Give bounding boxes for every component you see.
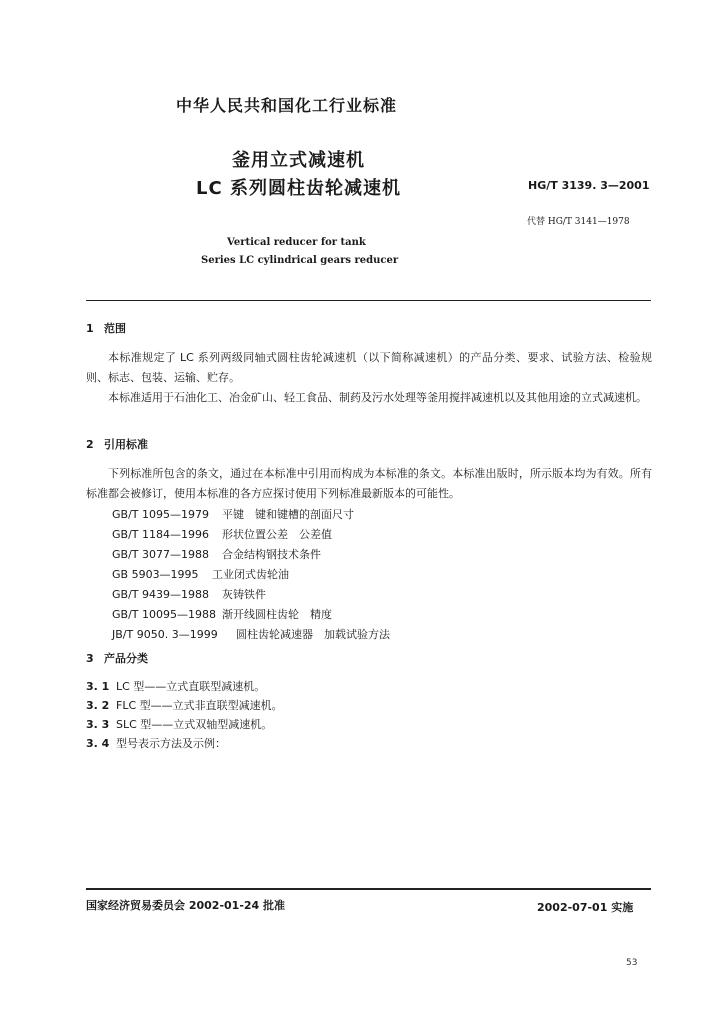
reference-item	[112, 606, 332, 622]
section-2-heading	[86, 436, 148, 452]
reference-code: GB 5903—1995	[112, 568, 199, 581]
document-title-line1: 釜用立式减速机	[232, 150, 365, 171]
reference-item	[112, 526, 332, 542]
classification-item	[86, 697, 283, 713]
footer-divider	[86, 888, 651, 890]
english-title-line1: Vertical reducer for tank	[227, 237, 366, 248]
standard-category-title: 中华人民共和国化工行业标准	[176, 96, 398, 115]
reference-item	[112, 546, 321, 562]
item-number: 3. 1	[86, 680, 110, 693]
item-number: 3. 2	[86, 699, 110, 712]
effective-date: 2002-07-01 实施	[537, 901, 634, 914]
header-divider	[86, 300, 651, 301]
reference-code: GB/T 10095—1988	[112, 608, 216, 621]
document-title-line2: LC 系列圆柱齿轮减速机	[196, 178, 401, 199]
section-title: 产品分类	[104, 652, 148, 665]
english-title-line2: Series LC cylindrical gears reducer	[201, 255, 399, 266]
reference-title: 平键 键和键槽的剖面尺寸	[222, 508, 354, 521]
item-text: 型号表示方法及示例：	[116, 737, 226, 750]
reference-item	[112, 626, 390, 642]
reference-title: 形状位置公差 公差值	[222, 528, 332, 541]
approval-issuer: 国家经济贸易委员会 2002-01-24 批准	[86, 899, 286, 912]
reference-code: JB/T 9050. 3—1999	[112, 628, 218, 641]
reference-title: 合金结构钢技术条件	[222, 548, 321, 561]
classification-item	[86, 716, 272, 732]
section-title: 范围	[104, 322, 126, 335]
reference-code: GB/T 1095—1979	[112, 508, 209, 521]
classification-item	[86, 678, 265, 694]
section-number: 1	[86, 322, 94, 335]
reference-title: 工业闭式齿轮油	[212, 568, 289, 581]
section-1-heading	[86, 320, 126, 336]
item-text: LC 型——立式直联型减速机。	[116, 680, 266, 693]
reference-code: GB/T 9439—1988	[112, 588, 209, 601]
section-number: 2	[86, 438, 94, 451]
reference-code: GB/T 3077—1988	[112, 548, 209, 561]
section-1-paragraph-2: 本标准适用于石油化工、冶金矿山、轻工食品、制药及污水处理等釜用搅拌减速机以及其他用途的立式减速机。	[108, 391, 647, 404]
section-number: 3	[86, 652, 94, 665]
item-number: 3. 4	[86, 737, 110, 750]
reference-code: GB/T 1184—1996	[112, 528, 209, 541]
reference-title: 渐开线圆柱齿轮 精度	[222, 608, 332, 621]
section-title: 引用标准	[104, 438, 148, 451]
reference-title: 灰铸铁件	[222, 588, 266, 601]
replaces-standard: 代替 HG/T 3141—1978	[527, 217, 630, 227]
classification-item	[86, 735, 226, 751]
item-text: SLC 型——立式双轴型减速机。	[116, 718, 273, 731]
page-number: 53	[626, 958, 638, 968]
section-2-paragraph-1: 下列标准所包含的条文，通过在本标准中引用而构成为本标准的条文。本标准出版时，所示版本均为有效。所有标准都会被修订，使用本标准的各方应探讨使用下列标准最新版本的可能性。	[86, 467, 652, 500]
standard-code: HG/T 3139. 3—2001	[528, 179, 650, 192]
reference-item	[112, 566, 289, 582]
reference-title: 圆柱齿轮减速器 加载试验方法	[236, 628, 390, 641]
section-1-paragraph-1: 本标准规定了 LC 系列两级同轴式圆柱齿轮减速机（以下简称减速机）的产品分类、要求、试验方法、检验规则、标志、包装、运输、贮存。	[86, 351, 652, 384]
section-3-heading	[86, 650, 148, 666]
reference-item	[112, 586, 266, 602]
reference-item	[112, 506, 354, 522]
item-number: 3. 3	[86, 718, 110, 731]
item-text: FLC 型——立式非直联型减速机。	[116, 699, 283, 712]
